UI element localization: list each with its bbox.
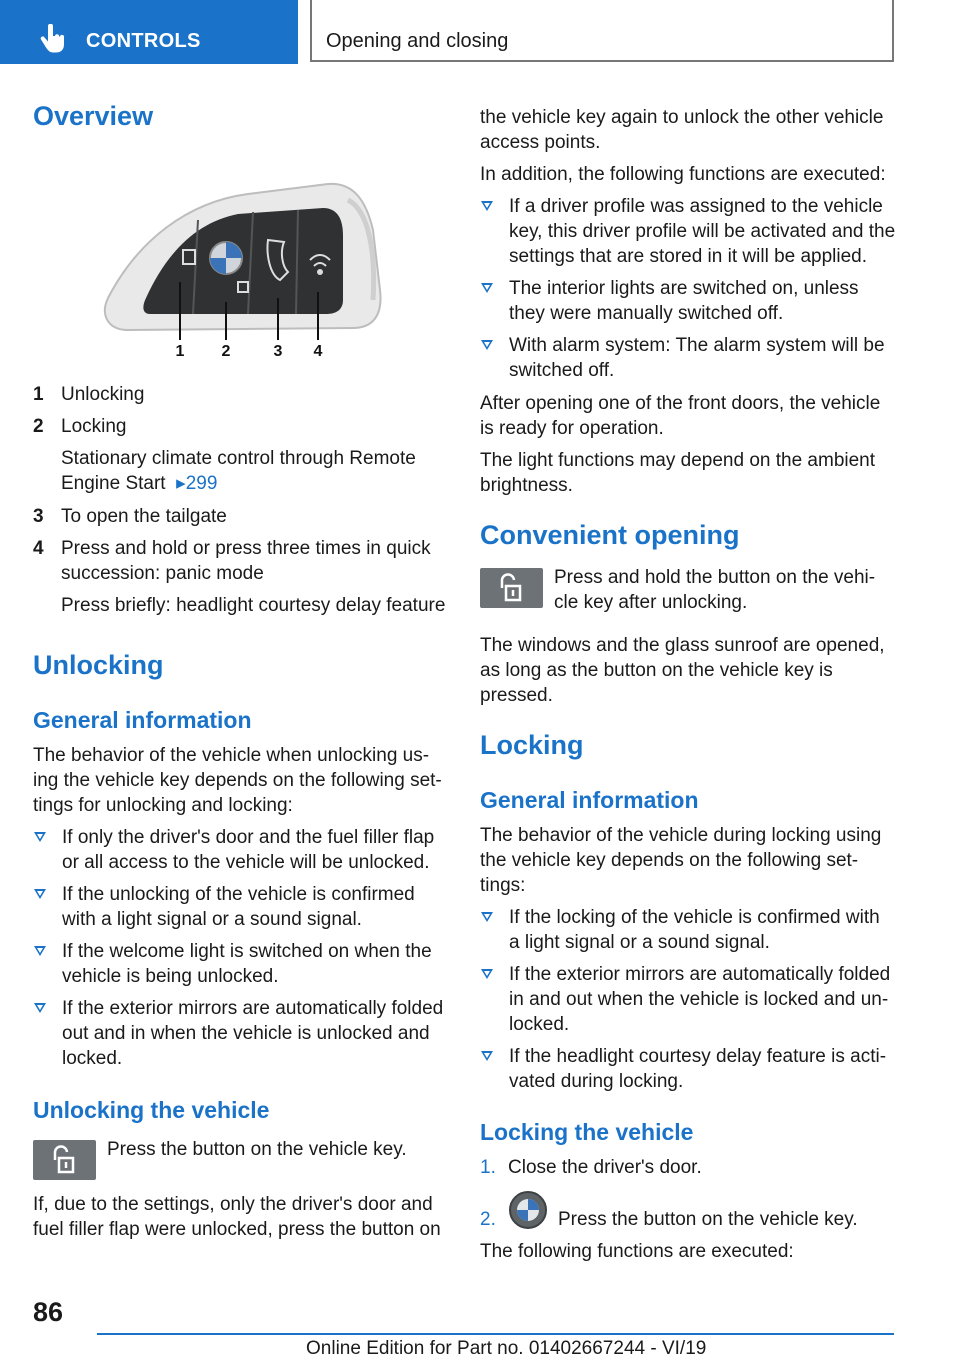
paragraph-line: the vehicle key depends on the following set-: [480, 850, 859, 871]
triangle-bullet-icon: [481, 912, 493, 922]
legend-number: 1: [33, 384, 44, 405]
bullet-text: they were manually switched off.: [509, 303, 784, 324]
paragraph-line: The behavior of the vehicle during locking using: [480, 825, 882, 846]
legend-text-cont: Engine Start: [61, 473, 166, 494]
key-label-2: 2: [221, 343, 231, 360]
bullet-text: in and out when the vehicle is locked and un-: [509, 989, 889, 1010]
footer-divider: [97, 1333, 894, 1335]
paragraph-line: If, due to the settings, only the driver's door and: [33, 1194, 433, 1215]
paragraph-line: The behavior of the vehicle when unlocking us-: [33, 745, 430, 766]
key-label-1: 1: [175, 343, 185, 360]
general-info-heading: General information: [33, 707, 252, 733]
bullet-text: a light signal or a sound signal.: [509, 932, 770, 953]
paragraph-line: the vehicle key again to unlock the other vehicle: [480, 107, 884, 128]
paragraph-line: as long as the button on the vehicle key is: [480, 660, 833, 681]
step-number: 1.: [480, 1157, 496, 1178]
bullet-text: out and in when the vehicle is unlocked and: [62, 1023, 430, 1044]
paragraph-line: tings for unlocking and locking:: [33, 795, 293, 816]
bullet-text: If the locking of the vehicle is confirmed with: [509, 907, 880, 928]
chapter-tab: [0, 0, 298, 64]
paragraph-line: fuel filler flap were unlocked, press the button on: [33, 1219, 441, 1240]
vehicle-key-illustration: [98, 180, 388, 360]
page-link-299[interactable]: 299: [185, 473, 218, 494]
legend-text: Press and hold or press three times in quick: [61, 538, 431, 559]
step-text: Press the button on the vehicle key.: [558, 1209, 858, 1230]
bullet-text: If the headlight courtesy delay feature is acti-: [509, 1046, 887, 1067]
triangle-bullet-icon: [34, 889, 46, 899]
paragraph-line: access points.: [480, 132, 601, 153]
triangle-bullet-icon: [481, 201, 493, 211]
bullet-text: With alarm system: The alarm system will be: [509, 335, 885, 356]
paragraph-line: The light functions may depend on the ambient: [480, 450, 876, 471]
bullet-text: locked.: [509, 1014, 570, 1035]
paragraph-line: After opening one of the front doors, the vehicle: [480, 393, 881, 414]
triangle-bullet-icon: [481, 969, 493, 979]
paragraph-line: The following functions are executed:: [480, 1241, 794, 1262]
unlock-button-icon: [33, 1140, 96, 1180]
unlocking-heading: Unlocking: [33, 650, 164, 680]
legend-number: 4: [33, 538, 44, 559]
locking-heading: Locking: [480, 730, 584, 760]
locking-general-info-heading: General information: [480, 787, 699, 813]
unlocking-vehicle-heading: Unlocking the vehicle: [33, 1097, 270, 1123]
unlock-instruction: Press the button on the vehicle key.: [107, 1139, 407, 1160]
paragraph-line: cle key after unlocking.: [554, 592, 748, 613]
paragraph-line: Press and hold the button on the vehi-: [554, 567, 876, 588]
paragraph-line: brightness.: [480, 475, 573, 496]
bullet-text: If the exterior mirrors are automatically folded: [62, 998, 444, 1019]
legend-number: 2: [33, 416, 44, 437]
paragraph-line: pressed.: [480, 685, 553, 706]
legend-text: Press briefly: headlight courtesy delay feature: [61, 595, 446, 616]
footer-edition: Online Edition for Part no. 01402667244 - VI/19: [306, 1338, 707, 1359]
bullet-text: with a light signal or a sound signal.: [62, 909, 362, 930]
legend-text: Unlocking: [61, 384, 145, 405]
step-text: Close the driver's door.: [508, 1157, 702, 1178]
page-number: 86: [33, 1297, 64, 1327]
legend-text: succession: panic mode: [61, 563, 264, 584]
chapter-title: CONTROLS: [86, 30, 201, 52]
triangle-bullet-icon: [34, 946, 46, 956]
bullet-text: vated during locking.: [509, 1071, 684, 1092]
triangle-bullet-icon: [481, 1051, 493, 1061]
triangle-bullet-icon: [34, 1003, 46, 1013]
unlock-button-icon: [480, 568, 543, 608]
locking-vehicle-heading: Locking the vehicle: [480, 1119, 694, 1145]
bullet-text: or all access to the vehicle will be unlocked.: [62, 852, 430, 873]
bullet-text: If the unlocking of the vehicle is confirmed: [62, 884, 415, 905]
legend-number: 3: [33, 506, 44, 527]
legend-text: To open the tailgate: [61, 506, 227, 527]
legend-text: Locking: [61, 416, 127, 437]
bullet-text: If the welcome light is switched on when the: [62, 941, 432, 962]
bullet-text: key, this driver profile will be activated and the: [509, 221, 896, 242]
bullet-text: switched off.: [509, 360, 615, 381]
hand-pointer-icon: [40, 24, 66, 54]
paragraph-line: In addition, the following functions are executed:: [480, 164, 886, 185]
convenient-opening-heading: Convenient opening: [480, 520, 740, 550]
paragraph-line: is ready for operation.: [480, 418, 664, 439]
bullet-text: If the exterior mirrors are automatically folded: [509, 964, 891, 985]
key-label-4: 4: [313, 343, 323, 360]
bullet-text: locked.: [62, 1048, 123, 1069]
bullet-text: If a driver profile was assigned to the vehicle: [509, 196, 883, 217]
bullet-text: vehicle is being unlocked.: [62, 966, 279, 987]
legend-text: Engine Start ▸299: [61, 473, 218, 494]
bullet-text: The interior lights are switched on, unless: [509, 278, 859, 299]
bullet-text: settings that are stored in it will be applied.: [509, 246, 868, 267]
legend-text: Stationary climate control through Remote: [61, 448, 416, 469]
triangle-bullet-icon: [481, 283, 493, 293]
key-label-3: 3: [273, 343, 283, 360]
paragraph-line: ing the vehicle key depends on the following set-: [33, 770, 442, 791]
paragraph-line: tings:: [480, 875, 526, 896]
section-header: [310, 0, 894, 62]
overview-heading: Overview: [33, 101, 154, 131]
triangle-bullet-icon: [34, 832, 46, 842]
bullet-text: If only the driver's door and the fuel filler flap: [62, 827, 435, 848]
paragraph-line: The windows and the glass sunroof are opened,: [480, 635, 885, 656]
bmw-logo-button-icon: [508, 1190, 548, 1230]
section-title: Opening and closing: [326, 30, 509, 52]
triangle-bullet-icon: [481, 340, 493, 350]
step-number: 2.: [480, 1209, 496, 1230]
